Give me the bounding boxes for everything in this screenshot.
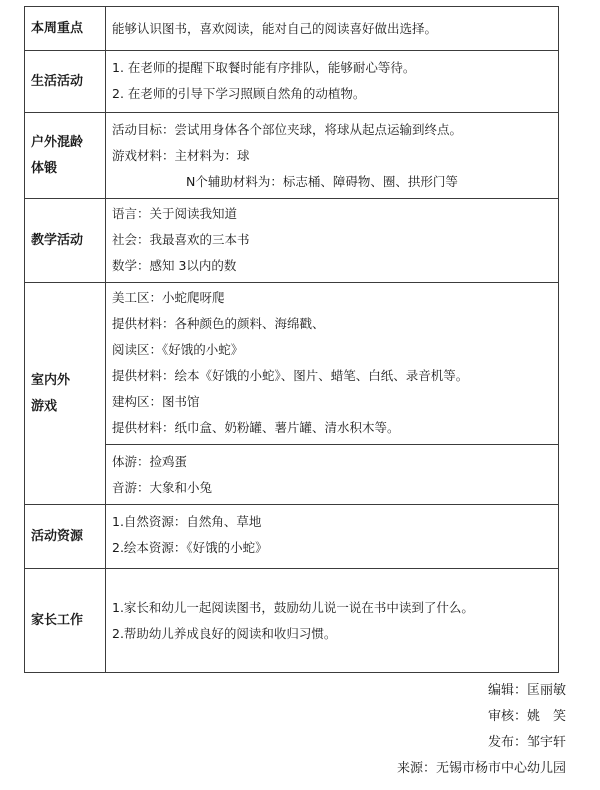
weekly-plan-table	[24, 6, 559, 673]
games-indoor-line-4: 提供材料：绘本《好饿的小蛇》、图片、蜡笔、白纸、录音机等。	[112, 368, 469, 383]
label-resources: 活动资源	[25, 505, 106, 569]
label-games-line-2: 游戏	[31, 398, 58, 414]
life-line-2: 2. 在老师的引导下学习照顾自然角的动植物。	[112, 86, 366, 101]
teaching-line-1: 语言：关于阅读我知道	[112, 206, 238, 221]
credit-publisher: 发布：邹宇轩	[487, 735, 566, 750]
label-focus: 本周重点	[25, 7, 106, 51]
games-indoor-line-2: 提供材料：各种颜色的颜料、海绵戳、	[112, 316, 325, 331]
label-outdoor-line-2: 体锻	[31, 160, 58, 176]
credit-source: 来源：无锡市杨市中心幼儿园	[396, 761, 566, 776]
teaching-line-2: 社会：我最喜欢的三本书	[112, 232, 250, 247]
games-indoor-line-1: 美工区：小蛇爬呀爬	[112, 290, 225, 305]
resources-line-2: 2.绘本资源：《好饿的小蛇》	[112, 540, 268, 555]
label-life: 生活活动	[25, 51, 106, 113]
row-focus	[25, 7, 559, 51]
life-line-1: 1. 在老师的提醒下取餐时能有序排队，能够耐心等待。	[112, 60, 416, 75]
label-games-line-1: 室内外	[31, 372, 71, 388]
outdoor-goal: 活动目标：尝试用身体各个部位夹球，将球从起点运输到终点。	[112, 122, 463, 137]
content-life	[106, 51, 559, 113]
credit-editor: 编辑：匡丽敏	[487, 683, 566, 698]
row-life	[25, 51, 559, 113]
games-indoor-line-3: 阅读区：《好饿的小蛇》	[112, 342, 244, 357]
parents-line-2: 2.帮助幼儿养成良好的阅读和收归习惯。	[112, 625, 337, 641]
row-games-outdoor	[25, 445, 559, 505]
outdoor-main-material: 游戏材料：主材料为：球	[112, 148, 250, 163]
row-teaching	[25, 199, 559, 283]
games-outdoor-line-2: 音游：大象和小兔	[112, 480, 213, 495]
games-indoor-line-6: 提供材料：纸巾盒、奶粉罐、薯片罐、清水积木等。	[112, 420, 400, 435]
content-resources	[106, 505, 559, 569]
content-parents	[106, 569, 559, 673]
label-games	[25, 283, 106, 505]
games-indoor-line-5: 建构区：图书馆	[112, 394, 200, 409]
resources-line-1: 1.自然资源：自然角、草地	[112, 514, 262, 529]
content-teaching	[106, 199, 559, 283]
label-outdoor-line-1: 户外混龄	[31, 134, 84, 150]
content-outdoor	[106, 113, 559, 199]
games-outdoor-line-1: 体游：捡鸡蛋	[112, 454, 188, 469]
teaching-line-3: 数学：感知 3以内的数	[112, 258, 237, 273]
row-resources	[25, 505, 559, 569]
row-parents	[25, 569, 559, 673]
label-teaching: 教学活动	[25, 199, 106, 283]
outdoor-aux-material: N个辅助材料为：标志桶、障碍物、圈、拱形门等	[186, 174, 458, 189]
focus-text: 能够认识图书，喜欢阅读，能对自己的阅读喜好做出选择。	[112, 20, 438, 36]
content-games-outdoor	[106, 445, 559, 505]
credit-reviewer: 审核：姚 笑	[487, 709, 566, 724]
label-outdoor	[25, 113, 106, 199]
row-games-indoor	[25, 283, 559, 445]
label-parents: 家长工作	[25, 569, 106, 673]
parents-line-1: 1.家长和幼儿一起阅读图书，鼓励幼儿说一说在书中读到了什么。	[112, 599, 474, 615]
row-outdoor	[25, 113, 559, 199]
content-games-indoor	[106, 283, 559, 445]
content-focus	[106, 7, 559, 51]
